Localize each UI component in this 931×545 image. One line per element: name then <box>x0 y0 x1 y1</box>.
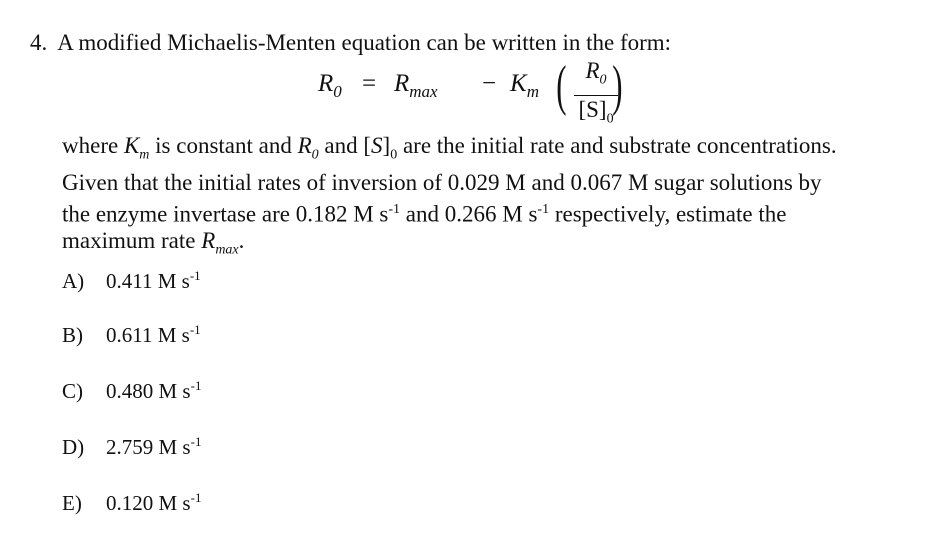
option-unit-exponent: -1 <box>190 490 202 505</box>
option-unit-exponent: -1 <box>190 378 202 393</box>
body-line-3: the enzyme invertase are 0.182 M $s^{-1}$ and 0.266 M $s^{-1}$ respectively, estimate the <box>62 201 787 227</box>
equation-minus: − <box>482 70 497 97</box>
option-c[interactable] <box>62 378 201 404</box>
option-unit-exponent: -1 <box>189 268 201 283</box>
option-value: 0.120 M s <box>106 491 191 515</box>
equation-km: $K_m$ <box>510 70 539 101</box>
option-letter: A) <box>62 269 85 293</box>
option-letter: E) <box>62 491 82 515</box>
option-letter: C) <box>62 379 83 403</box>
body-line-1: where $K_m$ is constant and $R_0$ and $[S]_0$ are the initial rate and substrate concentrations. <box>62 133 837 163</box>
fraction-denominator: $[S]_0$ <box>578 96 614 127</box>
option-value: 2.759 M s <box>106 435 191 459</box>
equation-left-paren: ( <box>556 55 567 117</box>
option-value: 0.611 M s <box>106 323 190 347</box>
equation-rmax: $R_{max}$ <box>394 70 438 101</box>
question-body <box>62 132 912 264</box>
option-value: 0.411 M s <box>106 269 190 293</box>
option-d[interactable] <box>62 434 201 460</box>
equation-equals: = <box>362 70 377 97</box>
question-number: 4. <box>30 30 48 55</box>
fraction-numerator: $R_0$ <box>585 58 607 88</box>
body-line-2: Given that the initial rates of inversion of 0.029 M and 0.067 M sugar solutions by <box>62 169 822 195</box>
option-a[interactable] <box>62 268 201 294</box>
question-header <box>30 30 671 56</box>
body-line-4: maximum rate $R_{max}$. <box>62 228 245 258</box>
option-value: 0.480 M s <box>106 379 191 403</box>
option-e[interactable] <box>62 490 201 516</box>
option-letter: B) <box>62 323 83 347</box>
question-stem: A modified Michaelis-Menten equation can be written in the form: <box>57 30 672 55</box>
option-b[interactable] <box>62 322 201 348</box>
option-unit-exponent: -1 <box>189 322 201 337</box>
option-unit-exponent: -1 <box>190 434 202 449</box>
equation-lhs: $R_0$ <box>318 70 342 101</box>
michaelis-menten-equation <box>318 55 638 128</box>
equation-right-paren: ) <box>612 55 623 117</box>
option-letter: D) <box>62 435 85 459</box>
